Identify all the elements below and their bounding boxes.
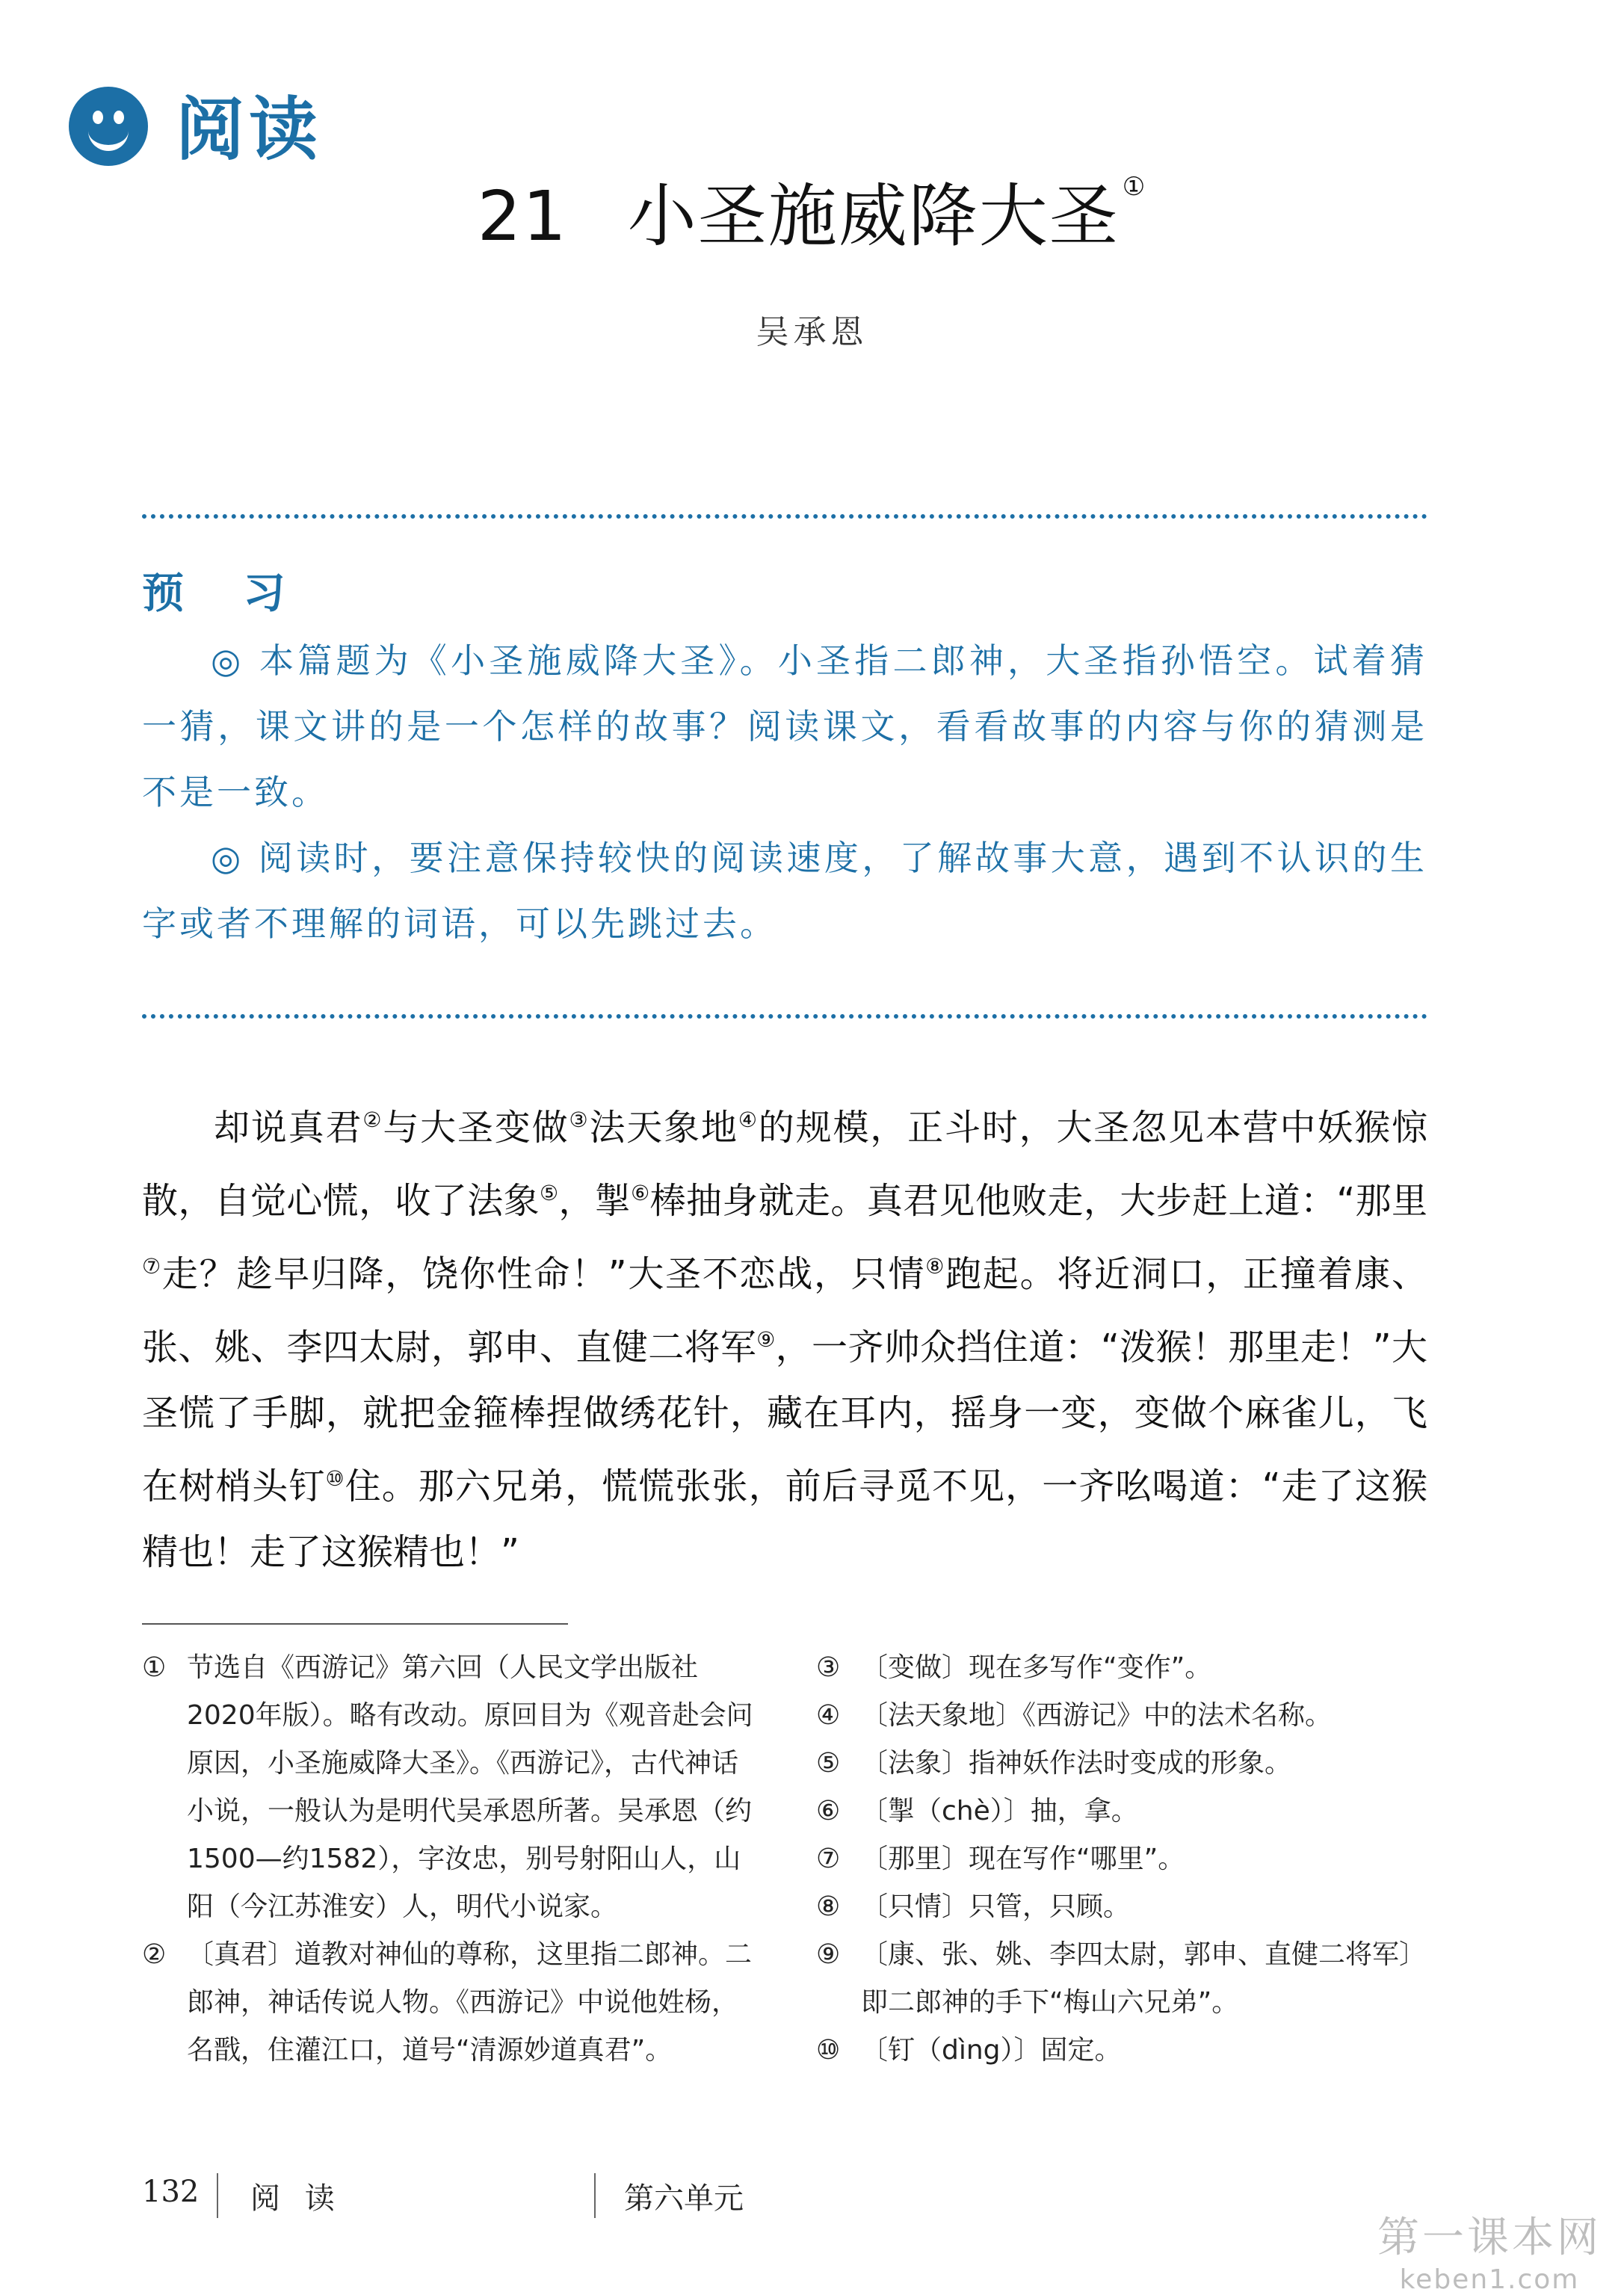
main-text xyxy=(142,1087,1427,1585)
lesson-title xyxy=(0,161,1624,260)
footnote-item: ① 节选自《西游记》第六回（人民文学出版社2020年版）。略有改动。原回目为《观音赴会问原因，小圣施威降大圣》。《西游记》，古代神话小说，一般认为是明代吴承恩所著。吴承恩（约1500—约1582），字汝忠，别号射阳山人，山阳（今江苏淮安）人，明代小说家。 xyxy=(142,1652,753,1922)
footnote-item: ⑨ 〔康、张、姚、李四太尉，郭申、直健二将军〕即二郎神的手下“梅山六兄弟”。 xyxy=(816,1939,1427,2018)
section-label: 阅读 xyxy=(176,90,323,170)
watermark-line2: keben1.com xyxy=(1399,2264,1580,2295)
preview-item: ◎ 本篇题为《小圣施威降大圣》。小圣指二郎神，大圣指孙悟空。试着猜一猜，课文讲的是一个怎样的故事？阅读课文，看看故事的内容与你的猜测是不是一致。 xyxy=(142,640,1427,812)
footnote-item: ⑩ 〔钉（dìng）〕固定。 xyxy=(816,2035,1122,2066)
preview-item: ◎ 阅读时，要注意保持较快的阅读速度，了解故事大意，遇到不认识的生字或者不理解的词语，可以先跳过去。 xyxy=(142,838,1427,944)
footnote-divider xyxy=(142,1623,568,1625)
footnote-item: ⑤ 〔法象〕指神妖作法时变成的形象。 xyxy=(816,1748,1292,1779)
footnote-ref[interactable]: ⑦ xyxy=(142,1254,162,1279)
footnotes-left xyxy=(142,1644,755,2075)
footnote-ref[interactable]: ⑥ xyxy=(631,1181,650,1205)
footnote-item: ② 〔真君〕道教对神仙的尊称，这里指二郎神。二郎神，神话传说人物。《西游记》中说他姓杨，名戬，住灌江口，道号“清源妙道真君”。 xyxy=(142,1939,753,2066)
preview-bottom-divider xyxy=(142,1014,1427,1019)
preview-top-divider xyxy=(142,514,1427,519)
watermark xyxy=(1377,2205,1602,2295)
footnote-ref[interactable]: ④ xyxy=(738,1108,759,1132)
footnote-item: ④ 〔法天象地〕《西游记》中的法术名称。 xyxy=(816,1700,1333,1731)
lesson-title-text: 小圣施威降大圣 xyxy=(627,176,1120,256)
preview-content xyxy=(142,628,1427,957)
preview-heading: 预 习 xyxy=(142,569,308,618)
footnote-item: ⑦ 〔那里〕现在写作“哪里”。 xyxy=(816,1844,1185,1874)
page-number: 132 xyxy=(142,2175,200,2209)
main-paragraph: 却说真君②与大圣变做③法天象地④的规模，正斗时，大圣忽见本营中妖猴惊散，自觉心慌，收了法象⑤，掣⑥棒抽身就走。真君见他败走，大步赶上道：“那里⑦走？趁早归降，饶你性命！”大圣不恋战，只情⑧跑起。将近洞口，正撞着康、张、姚、李四太尉，郭申、直健二将军⑨，一齐帅众挡住道：“泼猴！那里走！”大圣慌了手脚，就把金箍棒捏做绣花针，藏在耳内，摇身一变，变做个麻雀儿，飞在树梢头钉⑩住。那六兄弟，慌慌张张，前后寻觅不见，一齐吆喝道：“走了这猴精也！走了这猴精也！” xyxy=(142,1107,1427,1573)
footnote-item: ⑥ 〔掣（chè）〕抽，拿。 xyxy=(816,1796,1138,1826)
footnote-ref[interactable]: ② xyxy=(362,1108,383,1132)
author: 吴承恩 xyxy=(756,313,868,351)
lesson-number: 21 xyxy=(477,176,568,256)
footnote-ref[interactable]: ⑨ xyxy=(756,1327,776,1352)
footnote-item: ③ 〔变做〕现在多写作“变作”。 xyxy=(816,1652,1212,1683)
watermark-line1: 第一课本网 xyxy=(1377,2214,1602,2262)
footer-separator xyxy=(217,2173,218,2218)
footer-separator xyxy=(594,2173,596,2218)
footnote-item: ⑧ 〔只情〕只管，只顾。 xyxy=(816,1891,1131,1922)
footer-unit: 第六单元 xyxy=(624,2181,744,2216)
footnote-ref[interactable]: ⑤ xyxy=(539,1181,559,1205)
footnote-ref[interactable]: ⑧ xyxy=(925,1254,946,1279)
footer-section: 阅 读 xyxy=(250,2181,342,2216)
footnote-ref[interactable]: ⑩ xyxy=(325,1466,345,1491)
smiley-icon xyxy=(69,87,148,166)
footnotes-right xyxy=(816,1644,1429,2075)
footnote-ref[interactable]: ③ xyxy=(569,1108,590,1132)
title-footnote-mark: ① xyxy=(1122,172,1147,202)
